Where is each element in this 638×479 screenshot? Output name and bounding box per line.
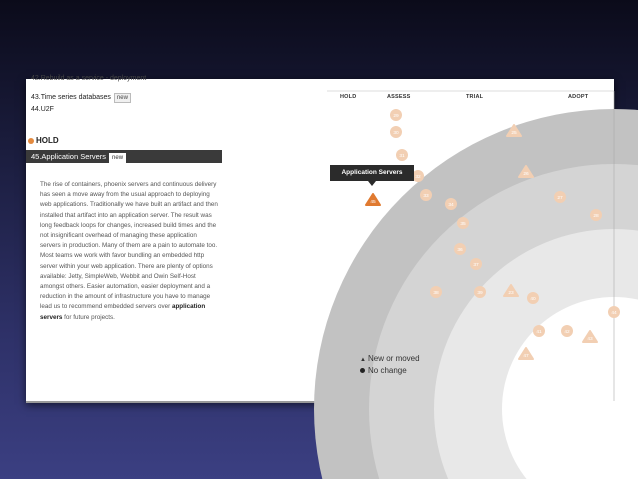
blip-number: 38	[433, 291, 439, 296]
hold-heading-label: HOLD	[36, 136, 59, 145]
blip-number: 32	[415, 175, 421, 180]
blip-number: 42	[564, 330, 570, 335]
blip-42[interactable]	[561, 325, 573, 337]
selected-list-item[interactable]	[26, 150, 222, 163]
blip-39[interactable]	[474, 286, 486, 298]
blip-tooltip: Application Servers	[330, 165, 414, 181]
radar-rings	[222, 79, 617, 401]
legend-new-or-moved	[360, 354, 420, 363]
blip-34[interactable]	[445, 198, 457, 210]
hold-dot-icon	[28, 138, 34, 144]
screenshot-frame	[26, 75, 617, 403]
blip-number: 45	[370, 200, 376, 206]
selected-item-label: 45.Application Servers	[31, 152, 107, 161]
blip-number: 26	[523, 172, 529, 178]
blip-37[interactable]	[470, 258, 482, 270]
blip-list-panel	[26, 75, 222, 401]
blip-number: 35	[460, 222, 466, 227]
blip-number: 34	[448, 203, 454, 208]
blip-28[interactable]	[590, 209, 602, 221]
blip-number: 31	[399, 154, 405, 159]
blip-29[interactable]	[390, 109, 402, 121]
blip-number: 47	[523, 354, 529, 360]
blip-number: 25	[511, 131, 517, 137]
blip-27[interactable]	[554, 191, 566, 203]
blip-number: 28	[593, 214, 599, 219]
blip-number: 36	[457, 248, 463, 253]
blip-44[interactable]	[608, 306, 620, 318]
circle-icon	[360, 368, 365, 373]
blip-number: 33	[423, 194, 429, 199]
blip-number: 29	[393, 114, 399, 119]
blip-description	[40, 180, 218, 323]
blip-41[interactable]	[533, 325, 545, 337]
new-badge: new	[114, 93, 131, 103]
blip-38[interactable]	[430, 286, 442, 298]
ring-header-assess: ASSESS	[387, 94, 411, 100]
blip-number: 39	[477, 291, 483, 296]
blip-number: 44	[611, 311, 617, 316]
blip-number: 27	[557, 196, 563, 201]
list-item-cutoff[interactable]: 42.Rebuild as a service - deployment	[31, 75, 147, 82]
legend-label: New or moved	[368, 354, 420, 363]
blip-45[interactable]	[366, 194, 380, 205]
hold-section-heading[interactable]	[28, 136, 59, 145]
blip-number: 40	[530, 297, 536, 302]
ring-header-hold: HOLD	[340, 94, 357, 100]
legend-no-change	[360, 366, 407, 375]
blip-number: 41	[536, 330, 542, 335]
list-item-44[interactable]	[31, 106, 54, 113]
blip-number: 43	[587, 337, 593, 343]
blip-30[interactable]	[390, 126, 402, 138]
description-text-end: for future projects.	[62, 313, 115, 321]
blip-number: 30	[393, 131, 399, 136]
blip-40[interactable]	[527, 292, 539, 304]
blip-35[interactable]	[457, 217, 469, 229]
blip-31[interactable]	[396, 149, 408, 161]
list-item-label: 43.Time series databases	[31, 94, 111, 101]
blip-36[interactable]	[454, 243, 466, 255]
list-item-43[interactable]	[31, 93, 131, 103]
tech-radar	[222, 79, 617, 401]
blip-33[interactable]	[420, 189, 432, 201]
new-badge: new	[109, 153, 126, 163]
description-emphasis: application servers	[40, 303, 206, 321]
blip-number: 37	[473, 263, 479, 268]
triangle-icon: ▲	[360, 357, 366, 363]
legend-label: No change	[368, 366, 407, 375]
description-text: The rise of containers, phoenix servers and continuous delivery has seen a move away from the usual approach to deploying web applications. Traditionally we have built an artifact and then installed that artifact into an application server. The result was long feedback loops for changes, increased build times and the not insignificant overhead of managing these application servers in production. Many of them are a pain to automate too. Most teams we work with favor bundling an embedded http server within your web application. There are plenty of options available: Jetty, SimpleWeb, Webbit and Owin Self-Host amongst others. Easier automation, easier deployment and a reduction in the amount of infrastructure you have to manage lead us to recommend embedded servers over	[40, 181, 218, 311]
blip-number: 23	[508, 291, 514, 297]
ring-header-adopt: ADOPT	[568, 94, 589, 100]
list-item-label: 44.U2F	[31, 106, 54, 113]
ring-header-trial: TRIAL	[466, 94, 484, 100]
